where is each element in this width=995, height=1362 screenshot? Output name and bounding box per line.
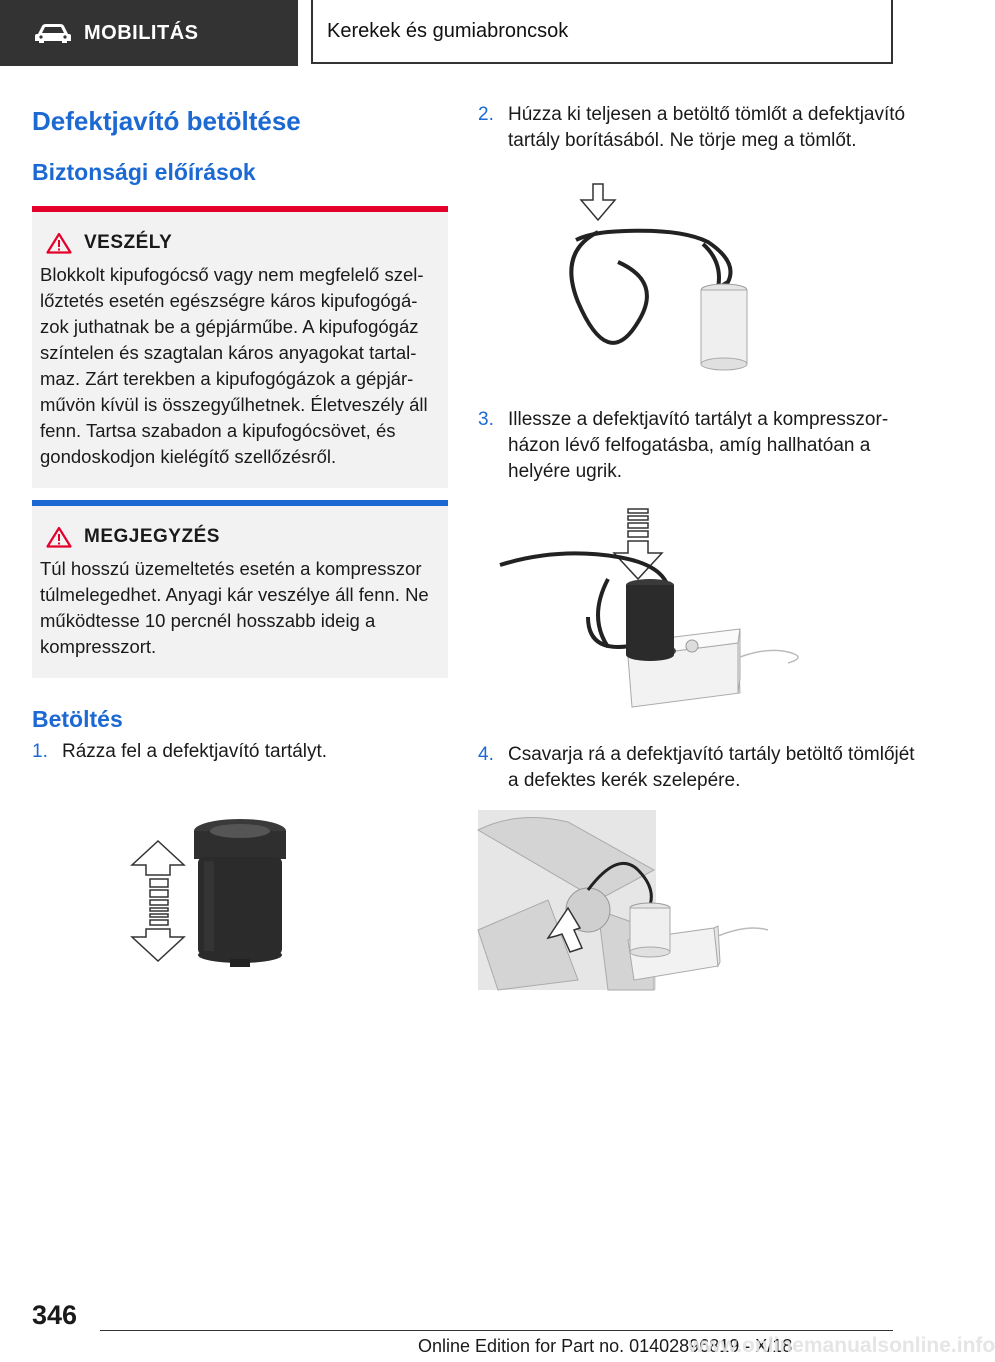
section-tab	[0, 0, 298, 66]
page-number: 346	[32, 1300, 78, 1330]
page-header	[0, 0, 960, 66]
danger-text: Blokkolt kipufogócső vagy nem megfelelő szellőztetés esetén egészségre káros kipufogógázok juthatnak be a gépjárműbe. A kipufogógáz színtelen és szagtalan káros anyagokat tartalmaz. Zárt terekben a kipufogógázok a gépjárművön kívül is összegyűlhetnek. Életveszély áll fenn. Tartsa szabadon a kipufogócsövet, és gondoskodjon kielégítő szellőzésről.	[40, 264, 428, 467]
step-text: Rázza fel a defektjavító tartályt.	[62, 741, 328, 762]
step-2	[478, 102, 928, 154]
page-title: Defektjavító betöltése	[32, 106, 301, 136]
watermark[interactable]: www.onlinemanualsonline.info	[688, 1334, 995, 1357]
danger-notice	[32, 206, 448, 488]
step-text: Csavarja rá a defektjavító tartály betöltő tömlőjét a defektes kerék szelepére.	[508, 744, 915, 791]
canister-icon	[626, 579, 674, 661]
pull-hose-illustration	[478, 182, 898, 382]
note-notice	[32, 500, 448, 678]
section-title: MOBILITÁS	[84, 21, 199, 44]
step-number: 2.	[478, 104, 494, 125]
step-number: 4.	[478, 744, 494, 765]
danger-label: VESZÉLY	[84, 232, 173, 253]
step-number: 1.	[32, 741, 48, 762]
step-4	[478, 742, 928, 794]
left-column	[32, 96, 448, 984]
insert-canister-illustration	[478, 507, 898, 717]
edition-line: Online Edition for Part no. 01402896819 - X/18	[418, 1336, 793, 1356]
canister-icon	[701, 284, 747, 370]
warning-triangle-icon	[46, 526, 72, 548]
safety-heading: Biztonsági előírások	[32, 159, 256, 185]
step-text: Illessze a defektjavító tartályt a kompresszorházon lévő felfogatásba, amíg hallhatóan a helyére ugrik.	[508, 409, 889, 482]
wheel-valve-illustration	[478, 810, 898, 990]
step-3	[478, 407, 928, 485]
step-number: 3.	[478, 409, 494, 430]
step-text: Húzza ki teljesen a betöltő tömlőt a defektjavító tartály borításából. Ne törje meg a tömlőt.	[508, 104, 906, 151]
footer-rule	[100, 1330, 893, 1331]
down-arrow-icon	[581, 184, 615, 220]
chapter-title: Kerekek és gumiabroncsok	[327, 19, 569, 42]
shake-canister-illustration	[32, 809, 448, 979]
chapter-tab	[311, 0, 893, 64]
car-icon	[34, 21, 72, 45]
canister-icon	[630, 903, 670, 957]
note-text: Túl hosszú üzemeltetés esetén a kompresszor túlmelegedhet. Anyagi kár veszélye áll fenn. Ne működtesse 10 percnél hosszabb ideig a kompresszort.	[40, 558, 429, 657]
filling-heading: Betöltés	[32, 706, 123, 732]
warning-triangle-icon	[46, 232, 72, 254]
up-down-arrow-icon	[132, 841, 184, 961]
note-label: MEGJEGYZÉS	[84, 526, 220, 547]
step-1	[32, 739, 448, 765]
right-column	[478, 96, 928, 995]
canister-icon	[194, 819, 286, 967]
